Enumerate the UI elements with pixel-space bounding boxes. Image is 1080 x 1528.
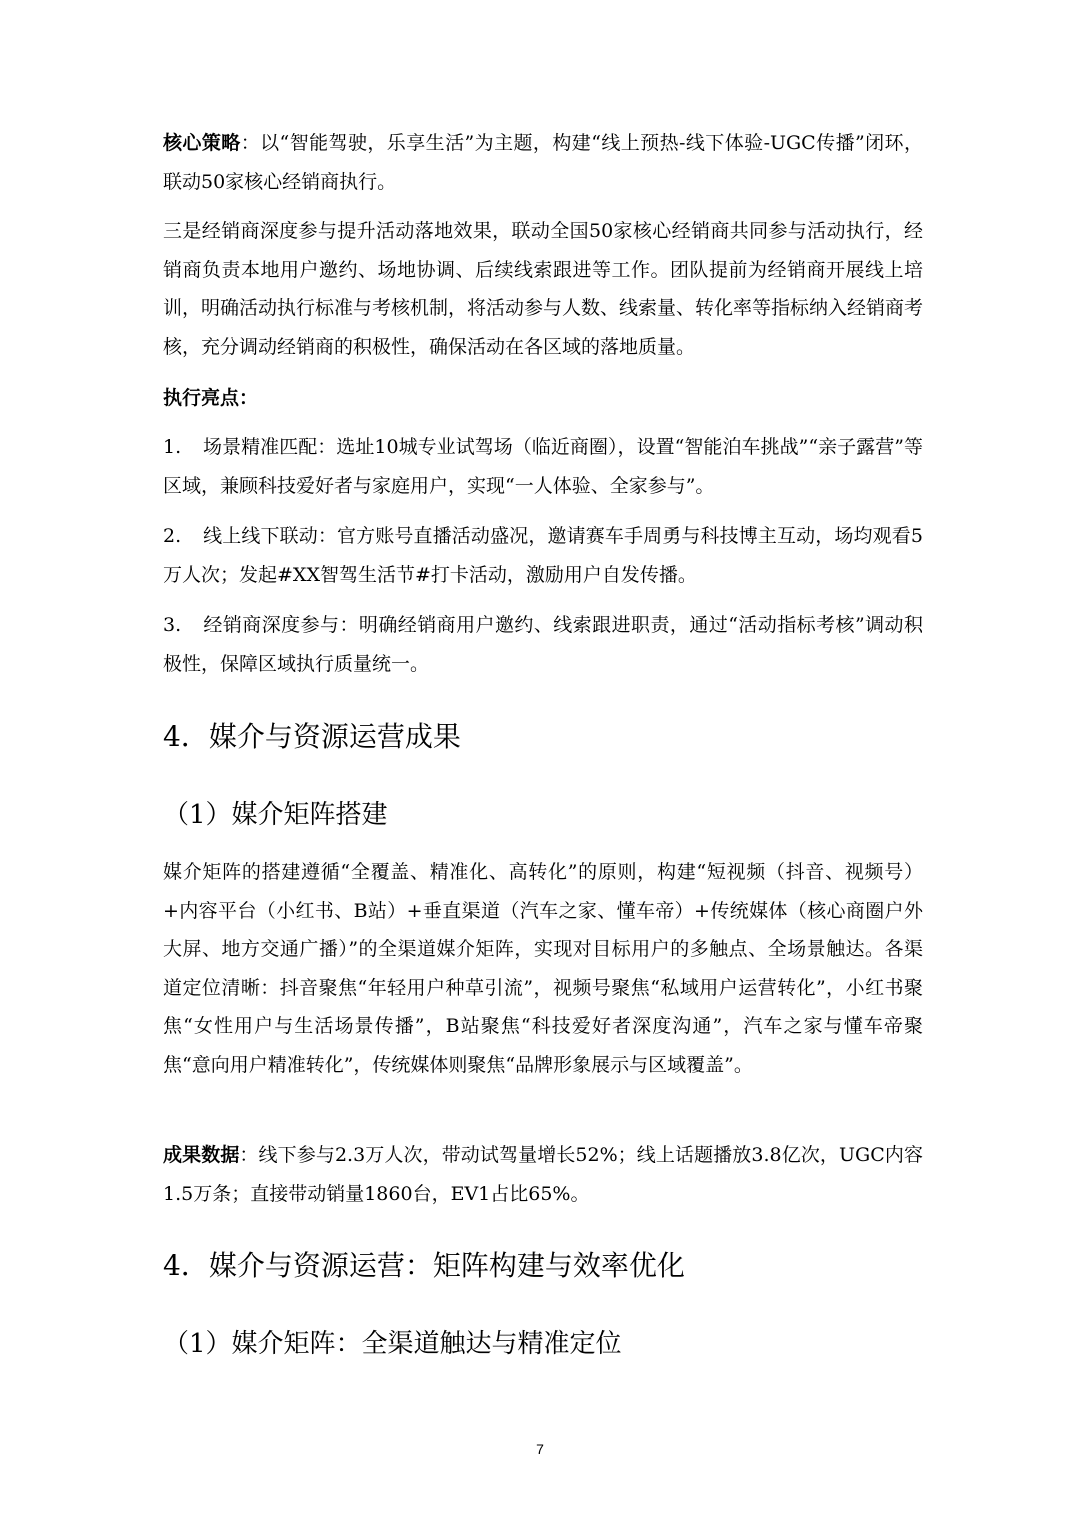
- highlights-label: 执行亮点：: [163, 387, 259, 409]
- media-matrix-paragraph: 媒介矩阵的搭建遵循“全覆盖、精准化、高转化”的原则，构建“短视频（抖音、视频号）+内容平台（小红书、B站）+垂直渠道（汽车之家、懂车帝）+传统媒体（核心商圈户外大屏、地方交通广播）”的全渠道媒介矩阵，实现对目标用户的多触点、全场景触达。各渠道定位清晰：抖音聚焦“年轻用户种草引流”，视频号聚焦“私域用户运营转化”，小红书聚焦“女性用户与生活场景传播”，B站聚焦“科技爱好者深度沟通”，汽车之家与懂车帝聚焦“意向用户精准转化”，传统媒体则聚焦“品牌形象展示与区域覆盖”。: [163, 861, 923, 1076]
- subsection-title-all-channel: （1）媒介矩阵：全渠道触达与精准定位: [163, 1329, 622, 1359]
- highlight-item-text: 场景精准匹配：选址10城专业试驾场（临近商圈），设置“智能泊车挑战”“亲子露营”等区域，兼顾科技爱好者与家庭用户，实现“一人体验、全家参与”。: [163, 436, 923, 497]
- results-data-paragraph: [163, 1136, 923, 1213]
- subsection-title-media-matrix: （1）媒介矩阵搭建: [163, 800, 388, 830]
- core-strategy-text: ：以“智能驾驶，乐享生活”为主题，构建“线上预热-线下体验-UGC传播”闭环，联动50家核心经销商执行。: [163, 132, 923, 193]
- highlight-item-1: [163, 428, 923, 505]
- highlight-item-number: 1.: [163, 436, 182, 458]
- dealer-paragraph: 三是经销商深度参与提升活动落地效果，联动全国50家核心经销商共同参与活动执行，经销商负责本地用户邀约、场地协调、后续线索跟进等工作。团队提前为经销商开展线上培训，明确活动执行标准与考核机制，将活动参与人数、线索量、转化率等指标纳入经销商考核，充分调动经销商的积极性，确保活动在各区域的落地质量。: [163, 220, 924, 358]
- highlight-item-text: 经销商深度参与：明确经销商用户邀约、线索跟进职责，通过“活动指标考核”调动积极性，保障区域执行质量统一。: [163, 614, 923, 675]
- core-strategy-label: 核心策略: [163, 132, 241, 154]
- results-data-text: ：线下参与2.3万人次，带动试驾量增长52%；线上话题播放3.8亿次，UGC内容1.5万条；直接带动销量1860台，EV1占比65%。: [163, 1144, 923, 1205]
- highlight-item-number: 2.: [163, 525, 182, 547]
- results-data-label: 成果数据: [163, 1144, 240, 1166]
- highlight-item-number: 3.: [163, 614, 182, 636]
- highlight-item-text: 线上线下联动：官方账号直播活动盛况，邀请赛车手周勇与科技博主互动，场均观看5万人次；发起#XX智驾生活节#打卡活动，激励用户自发传播。: [163, 525, 923, 586]
- highlight-item-2: [163, 517, 923, 594]
- section-title-media-results: 4．媒介与资源运营成果: [163, 720, 461, 753]
- highlight-item-3: [163, 606, 923, 683]
- page-number: 7: [536, 1441, 544, 1457]
- section-title-media-optimization: 4．媒介与资源运营：矩阵构建与效率优化: [163, 1249, 685, 1282]
- core-strategy-paragraph: [163, 124, 923, 201]
